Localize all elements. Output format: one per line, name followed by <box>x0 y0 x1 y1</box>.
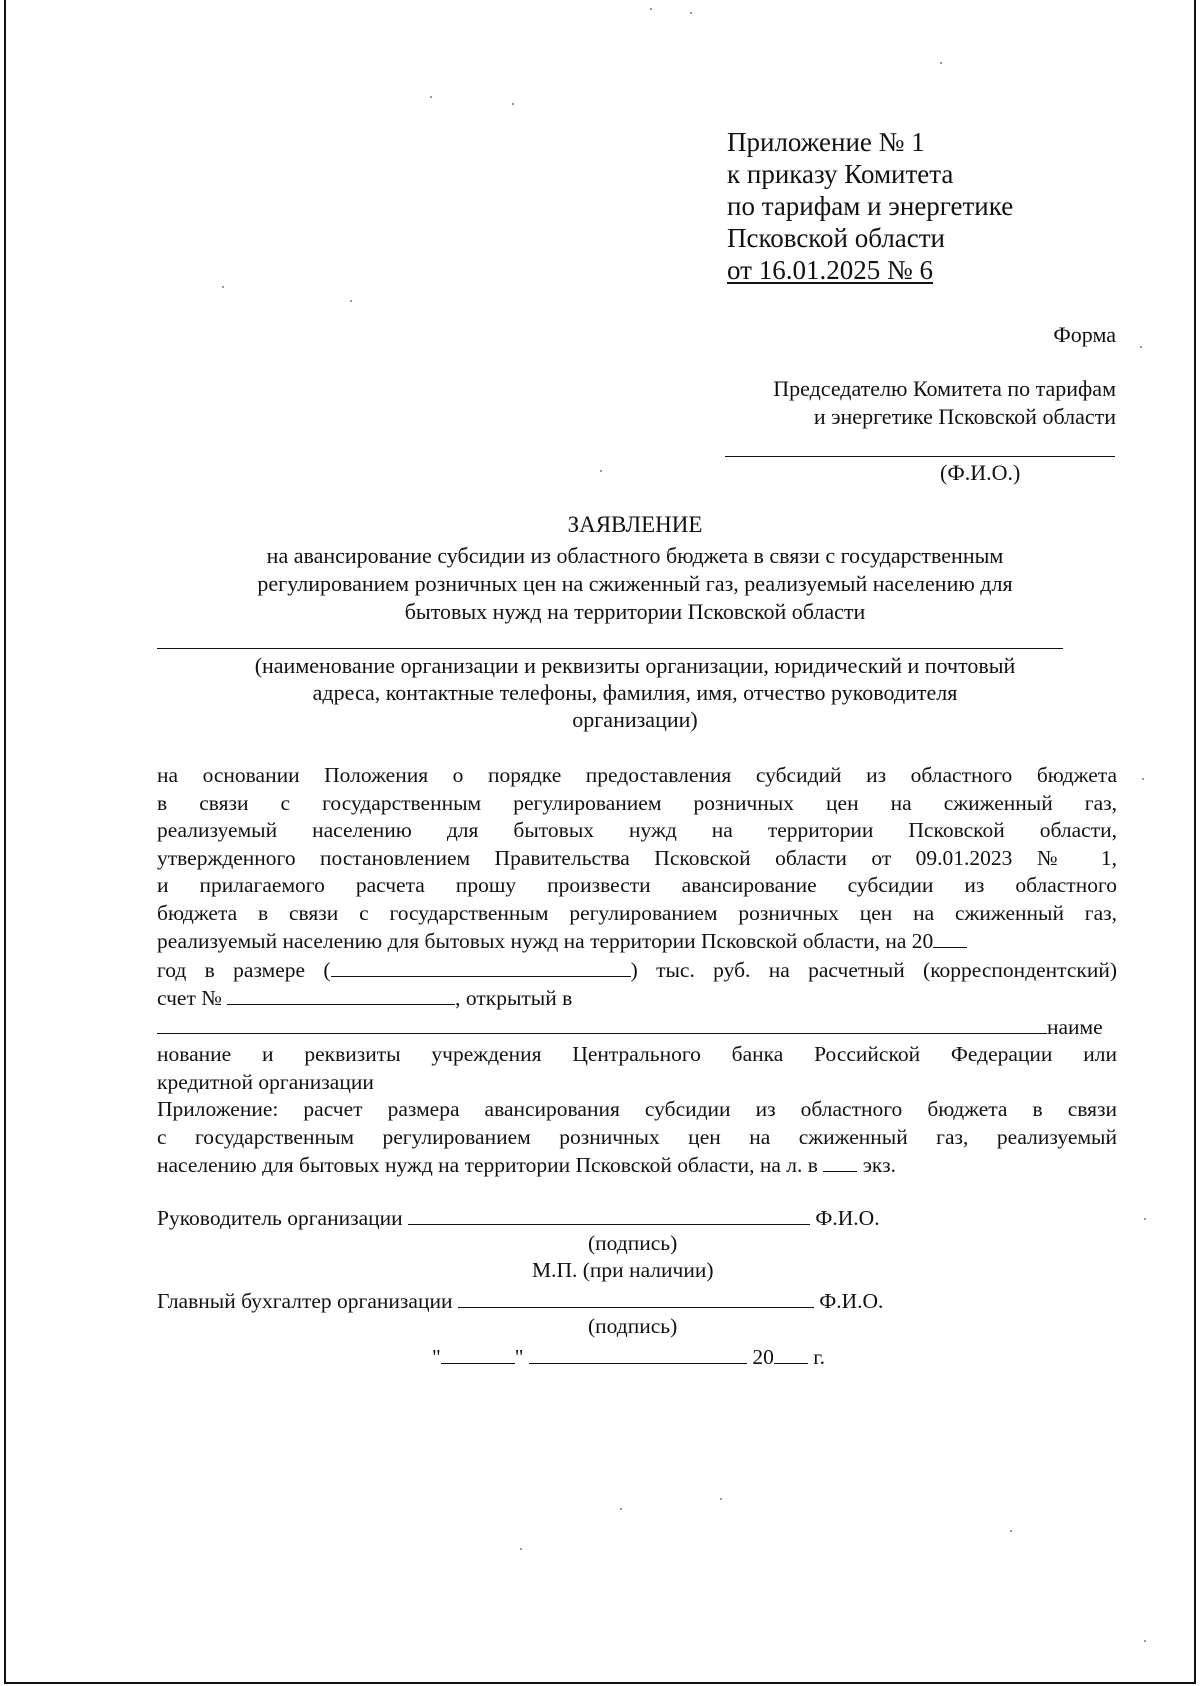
date-quote-open: " <box>432 1345 441 1369</box>
addressee-fio-line[interactable] <box>725 456 1115 457</box>
body-line-5: и прилагаемого расчета прошу произвести авансирование субсидии из областного <box>157 873 1117 897</box>
scan-speck <box>1140 346 1142 348</box>
head-label: Руководитель организации <box>157 1206 403 1230</box>
body-line-1: на основании Положения о порядке предоставления субсидий из областного бюджета <box>157 763 1117 787</box>
body-line-11: нование и реквизиты учреждения Центрального банка Российской Федерации или <box>157 1042 1117 1066</box>
date-month-blank[interactable] <box>529 1343 747 1364</box>
addressee-fio-hint: (Ф.И.О.) <box>940 460 1021 485</box>
organization-line[interactable] <box>157 648 1063 649</box>
org-hint-line-1: (наименование организации и реквизиты организации, юридический и почтовый <box>254 653 1016 678</box>
amount-prefix: год в размере ( <box>157 957 331 982</box>
subtitle-line-1: на авансирование субсидии из областного бюджета в связи с государственным <box>266 543 1004 568</box>
head-signature-blank[interactable] <box>408 1204 810 1225</box>
form-label: Форма <box>1053 322 1116 347</box>
appendix-line-3: по тарифам и энергетике <box>727 191 1014 221</box>
body-line-8 <box>157 956 1117 985</box>
opened-at-label: , открытый в <box>455 986 573 1010</box>
addressee-line-2: и энергетике Псковской области <box>813 404 1116 429</box>
amount-blank[interactable] <box>331 956 631 977</box>
bank-name-blank[interactable] <box>157 1013 1047 1034</box>
date-day-blank[interactable] <box>441 1343 515 1364</box>
accountant-signature-blank[interactable] <box>458 1287 814 1308</box>
addressee-line-1: Председателю Комитета по тарифам <box>773 376 1116 401</box>
org-hint-line-3: организации) <box>572 707 698 732</box>
body-line-2: в связи с государственным регулированием розничных цен на сжиженный газ, <box>157 790 1117 815</box>
subtitle-line-2: регулированием розничных цен на сжиженный газ, реализуемый населению для <box>257 571 1013 596</box>
scan-speck <box>720 1498 722 1500</box>
body-line-9 <box>157 984 1117 1013</box>
body-line-12: кредитной организации <box>157 1069 374 1094</box>
document-subtitle <box>0 542 1200 626</box>
appendix-order-reference: от 16.01.2025 № 6 <box>727 255 933 285</box>
date-year-blank[interactable] <box>774 1343 808 1364</box>
date-row <box>432 1343 825 1370</box>
appendix-block <box>727 126 1013 286</box>
accountant-fio: Ф.И.О. <box>819 1289 884 1313</box>
scan-speck <box>600 470 602 472</box>
scan-speck <box>520 1548 522 1550</box>
scan-speck <box>690 12 692 14</box>
copies-suffix: экз. <box>862 1153 896 1177</box>
scan-speck <box>222 286 224 288</box>
date-year-prefix: 20 <box>752 1345 774 1369</box>
account-number-blank[interactable] <box>227 984 455 1005</box>
body-line-15 <box>157 1151 1117 1180</box>
amount-suffix: ) тыс. руб. на расчетный (корреспондентский) <box>630 957 1117 982</box>
head-fio: Ф.И.О. <box>815 1206 880 1230</box>
copies-blank[interactable] <box>823 1151 857 1172</box>
body-line-7-text: реализуемый населению для бытовых нужд на территории Псковской области, на 20 <box>157 929 934 953</box>
attachment-pages-text: населению для бытовых нужд на территории Псковской области, на л. в <box>157 1153 818 1177</box>
accountant-signature-hint: (подпись) <box>588 1314 678 1338</box>
scan-speck <box>512 103 514 105</box>
scan-speck <box>1144 1640 1146 1642</box>
body-line-4: утвержденного постановлением Правительства Псковской области от 09.01.2023 № 1, <box>157 845 1117 870</box>
document-title: ЗАЯВЛЕНИЕ <box>567 512 703 537</box>
accountant-label: Главный бухгалтер организации <box>157 1289 453 1313</box>
bank-name-hint-start: наиме <box>1047 1014 1103 1039</box>
body-line-7 <box>157 927 1117 956</box>
appendix-line-1: Приложение № 1 <box>727 127 925 157</box>
head-signature-hint: (подпись) <box>588 1231 678 1255</box>
head-signature-row <box>157 1204 880 1231</box>
body-line-13: Приложение: расчет размера авансирования субсидии из областного бюджета в связи <box>157 1097 1117 1121</box>
scan-speck <box>1142 778 1144 780</box>
organization-hint <box>0 652 1200 733</box>
date-quote-close: " <box>514 1345 524 1369</box>
date-year-suffix: г. <box>813 1345 825 1369</box>
body-line-3: реализуемый населению для бытовых нужд на территории Псковской области, <box>157 818 1117 842</box>
accountant-signature-row <box>157 1287 883 1314</box>
stamp-label: М.П. (при наличии) <box>532 1258 714 1282</box>
appendix-line-4: Псковской области <box>727 223 946 253</box>
body-line-10 <box>157 1013 1117 1042</box>
scan-speck <box>1144 1218 1146 1220</box>
scan-speck <box>940 62 942 64</box>
scan-speck <box>650 8 652 10</box>
account-label: счет № <box>157 986 222 1010</box>
org-hint-line-2: адреса, контактные телефоны, фамилия, имя, отчество руководителя <box>312 680 958 705</box>
appendix-line-2: к приказу Комитета <box>727 159 954 189</box>
body-line-14: с государственным регулированием розничных цен на сжиженный газ, реализуемый <box>157 1124 1117 1149</box>
scan-speck <box>1010 1530 1012 1532</box>
subtitle-line-3: бытовых нужд на территории Псковской области <box>404 599 866 624</box>
addressee-block <box>773 375 1116 431</box>
scan-speck <box>430 96 432 98</box>
year-blank[interactable] <box>933 927 967 948</box>
body-line-6: бюджета в связи с государственным регулированием розничных цен на сжиженный газ, <box>157 900 1117 925</box>
scan-speck <box>350 300 352 302</box>
scan-speck <box>620 1508 622 1510</box>
body-text <box>157 762 1117 1180</box>
